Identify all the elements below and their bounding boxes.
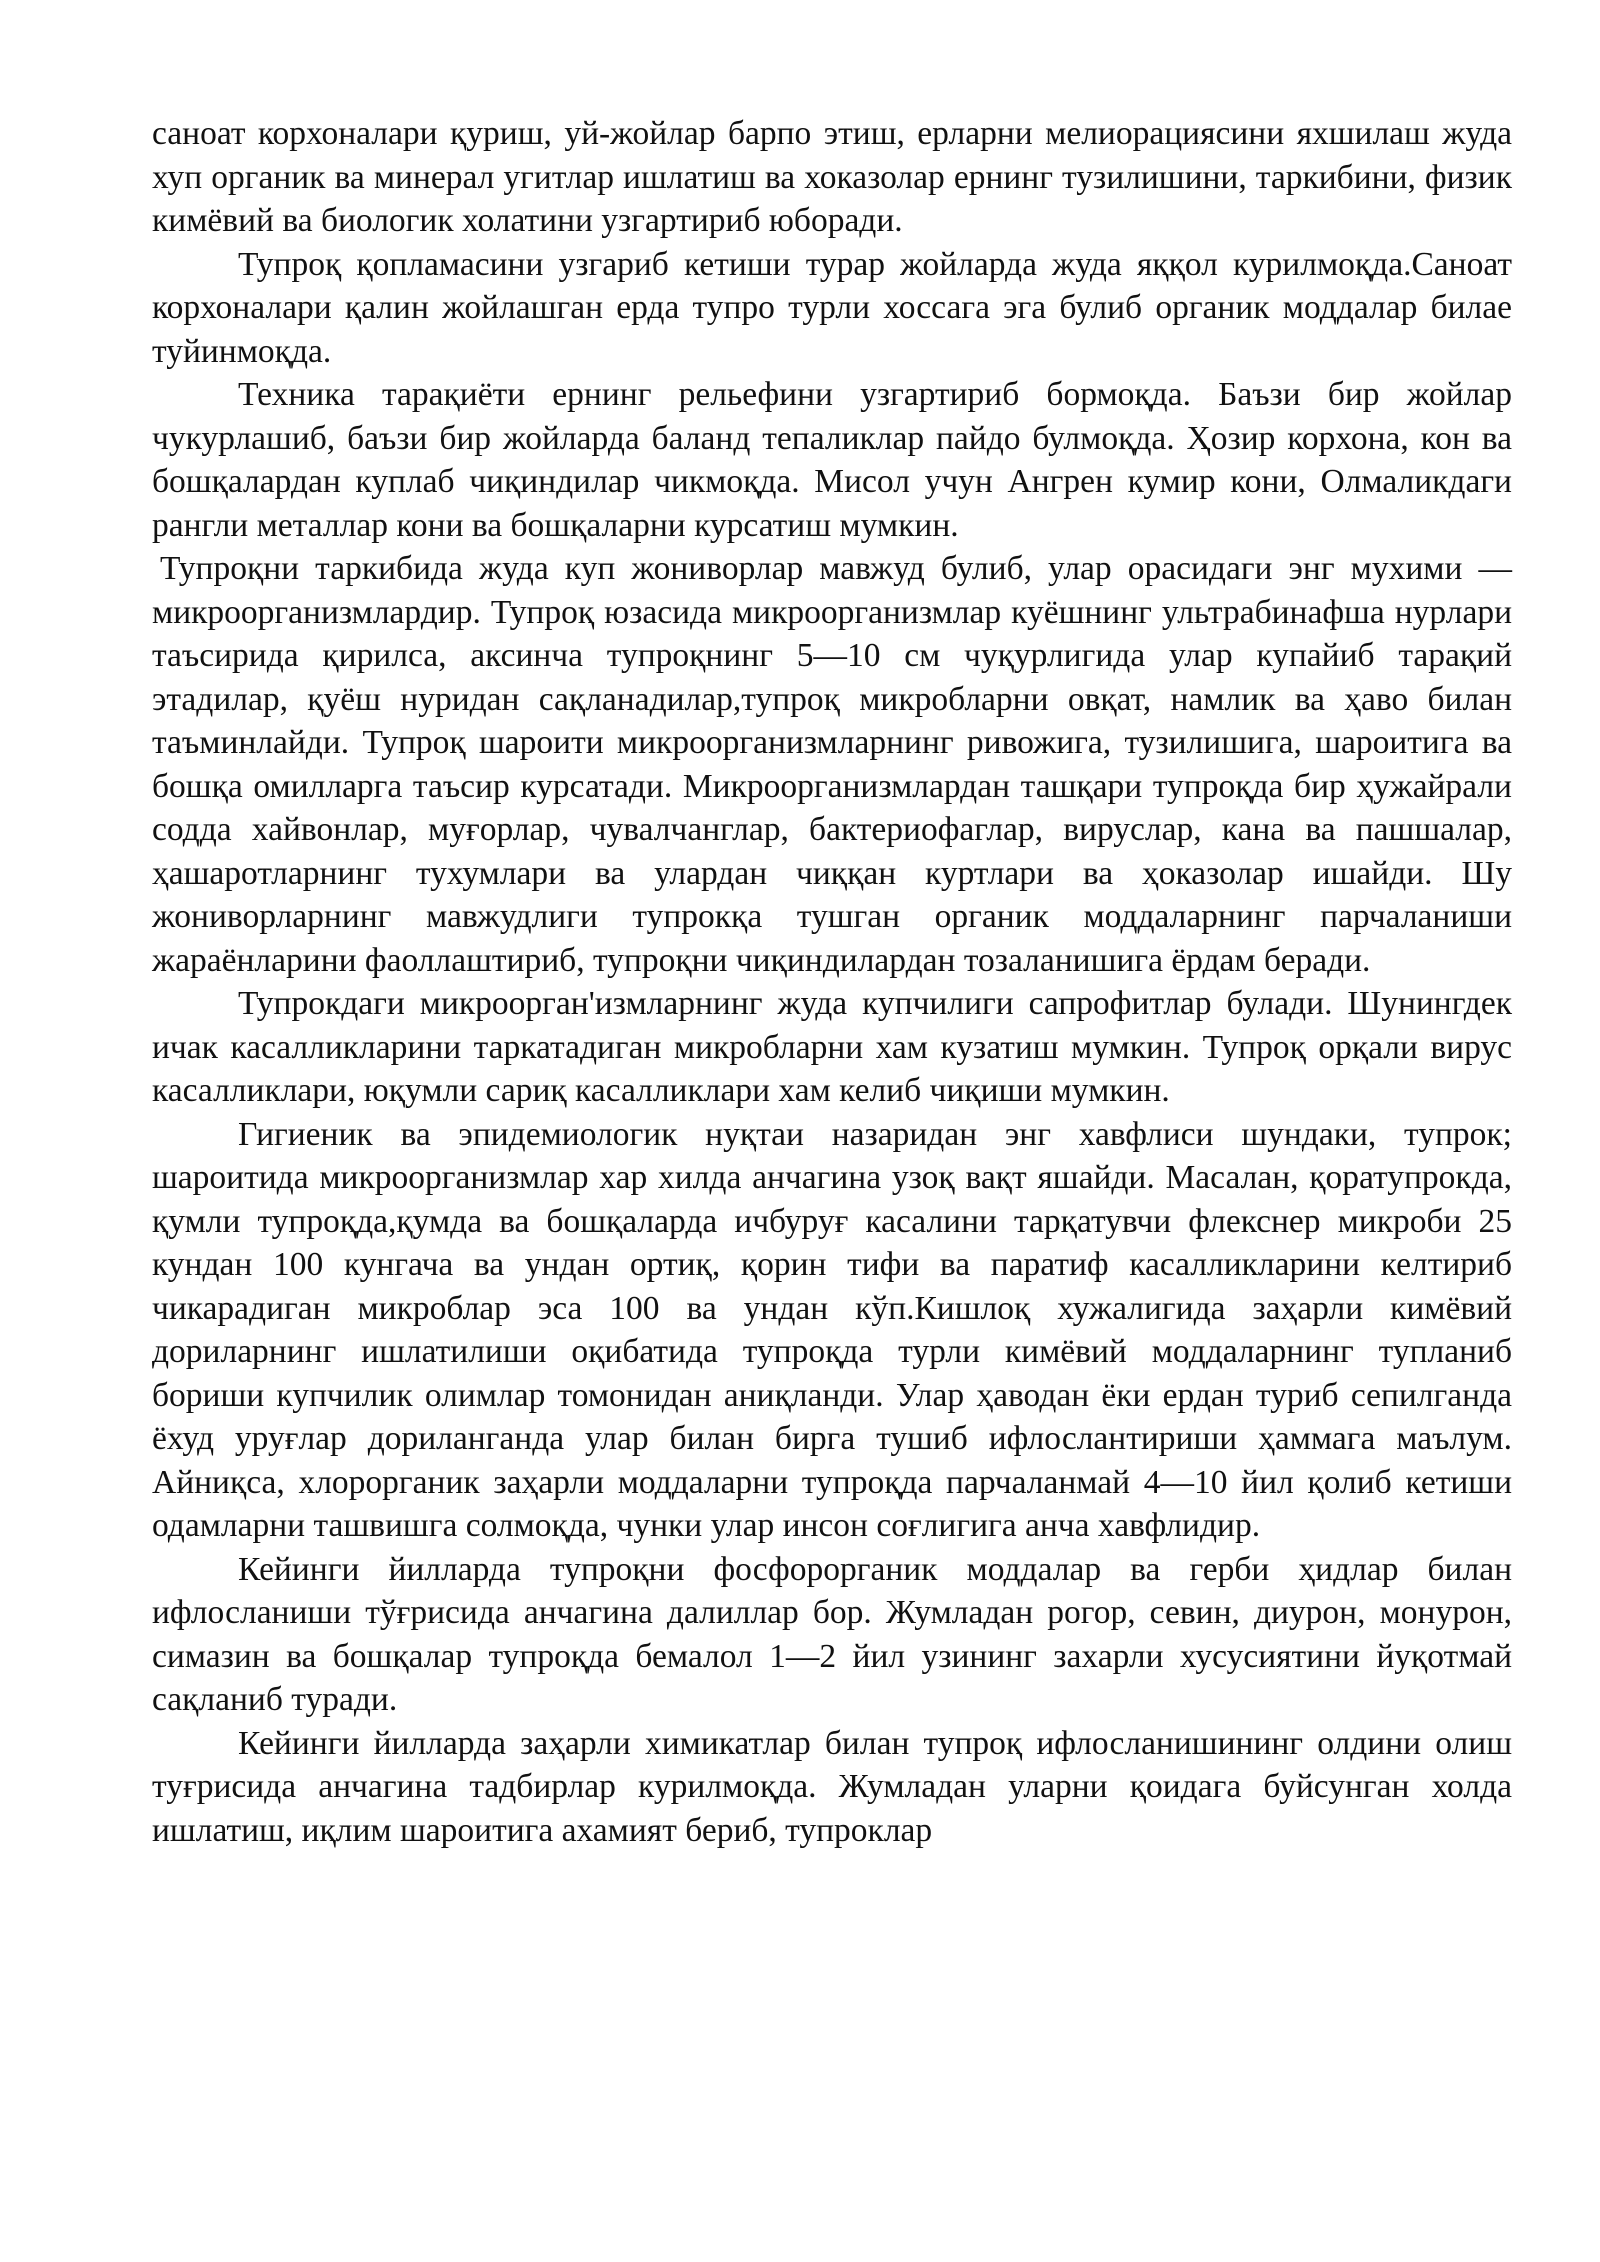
paragraph-6: Гигиеник ва эпидемиологик нуқтаи назаридан энг хавфлиси шундаки, тупрок; шароитида микроорганизмлар хар хилда анчагина узоқ вақт яшайди. Масалан, қоратупрокда, қумли тупроқда,қумда ва бошқаларда ичбуруғ касалини тарқатувчи флекснер микроби 25 кундан 100 кунгача ва ундан ортиқ, қорин тифи ва паратиф касалликларини келтириб чикарадиган микроблар эса 100 ва ундан кўп.Кишлоқ хужалигида заҳарли кимёвий дориларнинг ишлатилиши оқибатида тупроқда турли кимёвий моддаларнинг тупланиб бориши купчилик олимлар томонидан аниқланди. Улар ҳаводан ёки ердан туриб сепилганда ёхуд уруғлар дориланганда улар билан бирга тушиб ифлослантириши ҳаммага маълум. Айниқса, хлорорганик заҳарли моддаларни тупроқда парчаланмай 4—10 йил қолиб кетиши одамларни ташвишга солмоқда, чунки улар инсон соғлигига анча хавфлидир. — [152, 1115, 1512, 1544]
paragraph-4: Тупроқни таркибида жуда куп жониворлар мавжуд булиб, улар орасидаги энг мухими — микроорганизмлардир. Тупроқ юзасида микроорганизмлар куёшнинг ультрабинафша нурлари таъсирида қирилса, аксинча тупроқнинг 5—10 см чуқурлигида улар купайиб тарақий этадилар, қуёш нуридан сақланадилар,тупроқ микробларни овқат, намлик ва ҳаво билан таъминлайди. Тупроқ шароити микроорганизмларнинг ривожига, тузилишига, шароитига ва бошқа омилларга таъсир курсатади. Микроорганизмлардан ташқари тупроқда бир ҳужайрали содда хайвонлар, муғорлар, чувалчанглар, бактериофаглар, вируслар, кана ва пашшалар, ҳашаротларнинг тухумлари ва улардан чиққан куртлари ва ҳоказолар ишайди. Шу жониворларнинг мавжудлиги тупрокқа тушган органик моддаларнинг парчаланиши жараёнларини фаоллаштириб, тупроқни чиқиндилардан тозаланишига ёрдам беради. — [152, 550, 1512, 979]
paragraph-8: Кейинги йилларда заҳарли химикатлар билан тупроқ ифлосланишининг олдини олиш туғрисида анчагина тадбирлар курилмоқда. Жумладан уларни қоидага буйсунган холда ишлатиш, иқлим шароитига ахамият бериб, тупроклар — [152, 1724, 1512, 1849]
paragraph-1: саноат корхоналари қуриш, уй-жойлар барпо этиш, ерларни мелиорациясини яхшилаш жуда хуп органик ва минерал угитлар ишлатиш ва хоказолар ернинг тузилишини, таркибини, физик кимёвий ва биологик холатини узгартириб юборади. — [152, 115, 1512, 239]
paragraph-5: Тупрокдаги микроорган'измларнинг жуда купчилиги сапрофитлар булади. Шунингдек ичак касалликларини таркатадиган микробларни хам кузатиш мумкин. Тупроқ орқали вирус касалликлари, юқумли сариқ касалликлари хам келиб чиқиши мумкин. — [152, 985, 1512, 1109]
paragraph-3: Техника тарақиёти ернинг рельефини узгартириб бормоқда. Баъзи бир жойлар чукурлашиб, баъзи бир жойларда баланд тепаликлар пайдо булмоқда. Ҳозир корхона, кон ва бошқалардан куплаб чиқиндилар чикмоқда. Мисол учун Ангрен кумир кони, Олмаликдаги рангли металлар кони ва бошқаларни курсатиш мумкин. — [152, 376, 1512, 544]
document-page — [152, 112, 1512, 1852]
paragraph-2: Тупроқ қопламасини узгариб кетиши турар жойларда жуда яққол курилмоқда.Саноат корхоналари қалин жойлашган ерда тупро турли хоссага эга булиб органик моддалар билае туйинмоқда. — [152, 245, 1512, 370]
paragraph-7: Кейинги йилларда тупроқни фосфорорганик моддалар ва герби ҳидлар билан ифлосланиши тўғрисида анчагина далиллар бор. Жумладан рогор, севин, диурон, монурон, симазин ва бошқалар тупроқда бемалол 1—2 йил узининг захарли хусусиятини йуқотмай сақланиб туради. — [152, 1550, 1512, 1718]
